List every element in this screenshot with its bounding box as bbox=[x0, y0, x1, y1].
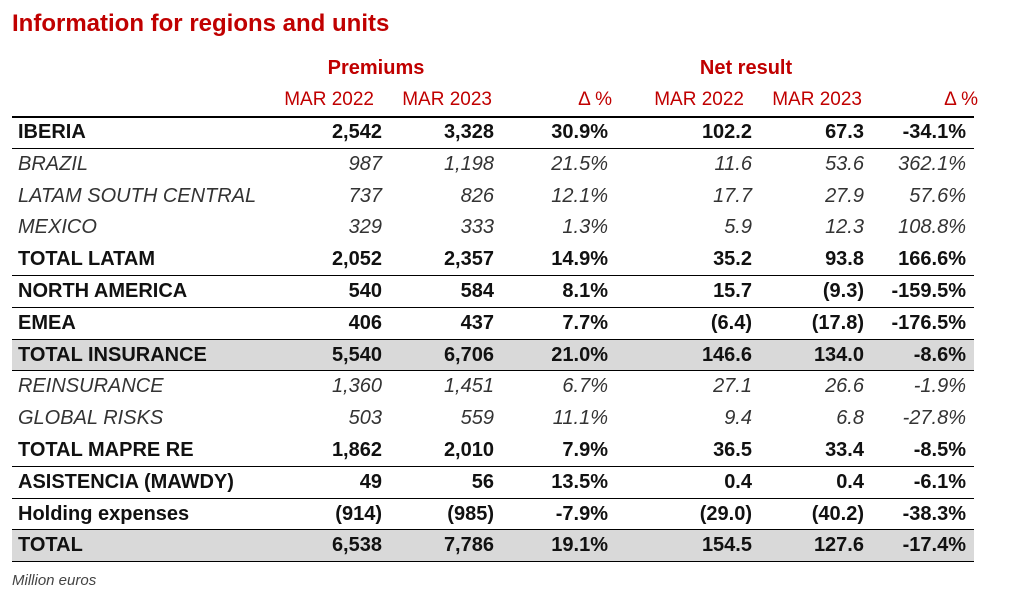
premiums-delta-cell: 21.5% bbox=[551, 152, 608, 175]
net-2023-cell: (9.3) bbox=[822, 279, 864, 302]
page-title: Information for regions and units bbox=[12, 10, 390, 37]
row-label: NORTH AMERICA bbox=[18, 279, 188, 302]
premiums-2022-cell: 737 bbox=[348, 184, 382, 207]
premiums-delta-cell: 21.0% bbox=[551, 343, 608, 366]
net-2023-cell: 26.6 bbox=[825, 375, 864, 398]
premiums-delta-cell: 8.1% bbox=[562, 279, 608, 302]
premiums-2022-cell: 6,538 bbox=[331, 534, 382, 557]
net-delta-cell: -17.4% bbox=[902, 534, 966, 557]
net-2022-cell: 35.2 bbox=[713, 248, 752, 271]
premiums-2022-cell: 1,862 bbox=[331, 438, 382, 461]
table-row bbox=[12, 530, 974, 562]
net-2023-cell: 127.6 bbox=[813, 534, 864, 557]
premiums-2023-cell: 584 bbox=[460, 279, 494, 302]
premiums-2022-cell: 540 bbox=[348, 279, 382, 302]
premiums-delta-cell: 7.9% bbox=[562, 438, 608, 461]
row-label: TOTAL LATAM bbox=[18, 248, 156, 271]
premiums-2023-cell: 7,786 bbox=[443, 534, 494, 557]
net-delta-cell: -1.9% bbox=[913, 375, 966, 398]
table-row bbox=[12, 276, 974, 308]
net-2022-cell: 27.1 bbox=[713, 375, 752, 398]
premiums-2023-cell: (985) bbox=[447, 502, 494, 525]
premiums-2023-cell: 3,328 bbox=[443, 121, 494, 143]
net-2023-cell: (17.8) bbox=[811, 311, 864, 334]
net-2022-cell: 9.4 bbox=[724, 407, 752, 430]
table-row bbox=[12, 371, 974, 403]
net-delta-cell: -8.5% bbox=[913, 438, 966, 461]
net-2022-cell: 0.4 bbox=[724, 470, 752, 493]
net-result-group-header: Net result bbox=[699, 57, 793, 79]
premiums-2023-cell: 2,010 bbox=[443, 438, 494, 461]
col-header-net-delta: Δ % bbox=[944, 89, 978, 110]
row-label: TOTAL bbox=[18, 534, 83, 557]
col-header-prem-2022: MAR 2022 bbox=[284, 89, 374, 110]
net-2023-cell: 67.3 bbox=[825, 121, 864, 143]
net-2022-cell: 15.7 bbox=[713, 279, 752, 302]
table-row bbox=[12, 499, 974, 531]
col-header-prem-delta: Δ % bbox=[578, 89, 612, 110]
net-2022-cell: 36.5 bbox=[713, 438, 752, 461]
net-delta-cell: 166.6% bbox=[898, 248, 966, 271]
row-label: ASISTENCIA (MAWDY) bbox=[18, 470, 234, 493]
net-delta-cell: -27.8% bbox=[902, 407, 966, 430]
premiums-2023-cell: 2,357 bbox=[443, 248, 494, 271]
premiums-2022-cell: 406 bbox=[348, 311, 382, 334]
net-2022-cell: 11.6 bbox=[714, 152, 752, 175]
net-2023-cell: 6.8 bbox=[836, 407, 864, 430]
net-2022-cell: 146.6 bbox=[701, 343, 752, 366]
row-label: BRAZIL bbox=[18, 152, 89, 175]
premiums-2022-cell: 329 bbox=[348, 216, 382, 239]
net-2022-cell: 102.2 bbox=[701, 121, 752, 143]
net-2022-cell: (6.4) bbox=[710, 311, 752, 334]
net-delta-cell: -38.3% bbox=[902, 502, 966, 525]
premiums-delta-cell: 30.9% bbox=[551, 121, 608, 143]
row-label: MEXICO bbox=[18, 216, 97, 239]
premiums-delta-cell: 14.9% bbox=[551, 248, 608, 271]
net-2022-cell: 17.7 bbox=[713, 184, 752, 207]
net-2023-cell: 0.4 bbox=[836, 470, 864, 493]
table-row bbox=[12, 435, 974, 467]
net-delta-cell: 57.6% bbox=[909, 184, 966, 207]
table-row bbox=[12, 308, 974, 340]
net-2023-cell: 53.6 bbox=[825, 152, 864, 175]
row-label: Holding expenses bbox=[18, 502, 190, 525]
premiums-2022-cell: 2,542 bbox=[331, 121, 382, 143]
premiums-delta-cell: 1.3% bbox=[562, 216, 608, 239]
premiums-delta-cell: 13.5% bbox=[551, 470, 608, 493]
premiums-2023-cell: 1,451 bbox=[443, 375, 494, 398]
premiums-2022-cell: (914) bbox=[335, 502, 382, 525]
net-2023-cell: 27.9 bbox=[825, 184, 864, 207]
premiums-2022-cell: 987 bbox=[348, 152, 382, 175]
regions-table bbox=[12, 117, 974, 562]
premiums-2022-cell: 1,360 bbox=[331, 375, 382, 398]
premiums-2023-cell: 6,706 bbox=[443, 343, 494, 366]
table-row bbox=[12, 340, 974, 372]
premiums-2022-cell: 503 bbox=[348, 407, 382, 430]
net-2023-cell: 33.4 bbox=[825, 438, 864, 461]
net-delta-cell: -6.1% bbox=[913, 470, 966, 493]
net-delta-cell: -176.5% bbox=[891, 311, 966, 334]
net-2022-cell: 5.9 bbox=[724, 216, 752, 239]
table-row bbox=[12, 467, 974, 499]
net-delta-cell: -159.5% bbox=[891, 279, 966, 302]
premiums-2023-cell: 1,198 bbox=[443, 152, 494, 175]
table-row bbox=[12, 117, 974, 149]
footnote: Million euros bbox=[12, 572, 97, 589]
net-2023-cell: (40.2) bbox=[811, 502, 864, 525]
premiums-delta-cell: 11.1% bbox=[552, 407, 608, 430]
row-label: TOTAL INSURANCE bbox=[18, 343, 207, 366]
row-label: LATAM SOUTH CENTRAL bbox=[18, 184, 257, 207]
net-delta-cell: 362.1% bbox=[898, 152, 966, 175]
premiums-group-header: Premiums bbox=[327, 57, 425, 79]
premiums-2023-cell: 437 bbox=[460, 311, 494, 334]
premiums-2022-cell: 49 bbox=[359, 470, 382, 493]
net-2023-cell: 134.0 bbox=[813, 343, 864, 366]
premiums-delta-cell: 19.1% bbox=[551, 534, 608, 557]
table-row bbox=[12, 244, 974, 276]
row-label: GLOBAL RISKS bbox=[18, 407, 164, 430]
col-header-net-2023: MAR 2023 bbox=[772, 89, 862, 110]
table-row bbox=[12, 181, 974, 213]
row-label: TOTAL MAPRE RE bbox=[18, 438, 194, 461]
table-row bbox=[12, 149, 974, 181]
premiums-2022-cell: 5,540 bbox=[331, 343, 382, 366]
row-label: EMEA bbox=[18, 311, 76, 334]
premiums-delta-cell: 12.1% bbox=[551, 184, 608, 207]
table-row bbox=[12, 403, 974, 435]
net-delta-cell: -8.6% bbox=[913, 343, 966, 366]
net-2023-cell: 93.8 bbox=[825, 248, 864, 271]
net-2022-cell: (29.0) bbox=[699, 502, 752, 525]
net-delta-cell: -34.1% bbox=[902, 121, 966, 143]
premiums-2023-cell: 56 bbox=[471, 470, 494, 493]
premiums-delta-cell: 6.7% bbox=[562, 375, 608, 398]
row-label: REINSURANCE bbox=[18, 375, 164, 398]
premiums-2022-cell: 2,052 bbox=[331, 248, 382, 271]
net-2023-cell: 12.3 bbox=[825, 216, 864, 239]
premiums-2023-cell: 559 bbox=[460, 407, 494, 430]
net-2022-cell: 154.5 bbox=[701, 534, 752, 557]
table-row bbox=[12, 212, 974, 244]
col-header-prem-2023: MAR 2023 bbox=[402, 89, 492, 110]
row-label: IBERIA bbox=[18, 121, 86, 143]
premiums-delta-cell: -7.9% bbox=[555, 502, 608, 525]
col-header-net-2022: MAR 2022 bbox=[654, 89, 744, 110]
premiums-2023-cell: 826 bbox=[460, 184, 494, 207]
net-delta-cell: 108.8% bbox=[898, 216, 966, 239]
premiums-2023-cell: 333 bbox=[460, 216, 494, 239]
premiums-delta-cell: 7.7% bbox=[562, 311, 608, 334]
